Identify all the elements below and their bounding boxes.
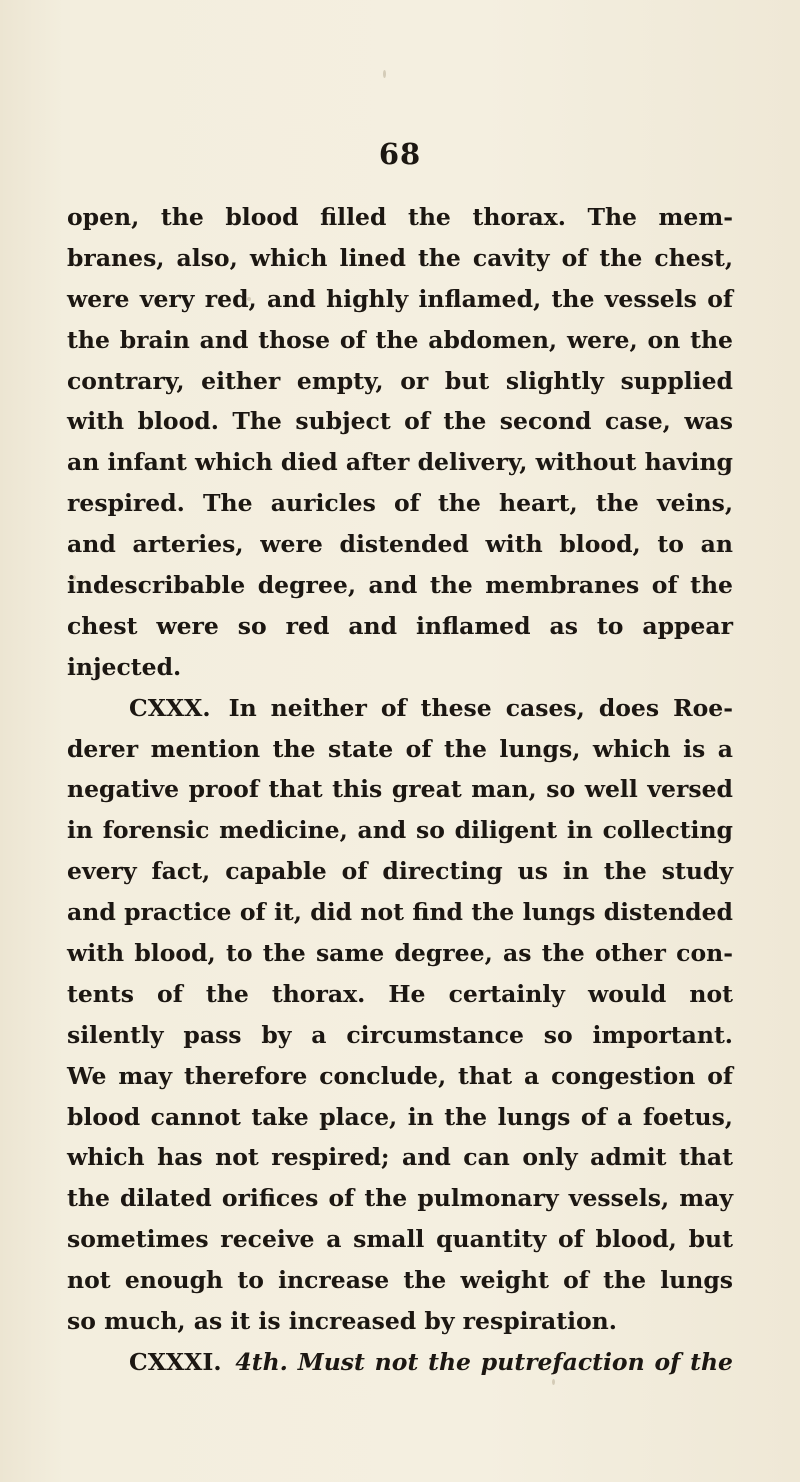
section-130-first-line [67,688,733,729]
text-line: silently pass by a circumstance so important. [67,1020,733,1049]
text-line: negative proof that this great man, so well versed [67,775,733,804]
text-line: sometimes receive a small quantity of blood, but [67,1225,733,1254]
text-line: derer mention the state of the lungs, which is a [67,734,733,763]
text-line: We may therefore conclude, that a congestion of [67,1061,733,1090]
page-number: 68 [378,137,422,171]
section-131-heading [67,1342,733,1383]
text-line: branes, also, which lined the cavity of the chest, [67,243,733,272]
text-line: every fact, capable of directing us in the study [67,857,733,886]
section-ordinal: 4th. [235,1347,288,1376]
text-line: the brain and those of the abdomen, were, on the [67,325,733,354]
text-line: open, the blood filled the thorax. The mem- [67,203,733,231]
text-line: which has not respired; and can only admit that [67,1143,733,1172]
text-line: contrary, either empty, or but slightly supplied [67,366,733,395]
section-number: CXXX. [129,693,211,722]
text-line: blood cannot take place, in the lungs of a foetus, [67,1102,733,1131]
text-line: indescribable degree, and the membranes of the [67,571,733,600]
text-line: so much, as it is increased by respiration. [67,1307,617,1336]
text-line: with blood, to the same degree, as the other con- [67,939,733,968]
text-line: not enough to increase the weight of the lungs [67,1266,733,1295]
body-text [67,197,733,1383]
text-line: chest were so red and inflamed as to appear [67,611,733,640]
section-heading-text: Must not the putrefaction of the [297,1347,733,1376]
text-line: an infant which died after delivery, without having [67,448,733,477]
text-line: tents of the thorax. He certainly would not [67,979,733,1008]
text-line: the dilated orifices of the pulmonary vessels, may [67,1184,733,1213]
text-line: respired. The auricles of the heart, the veins, [67,489,733,518]
text-line: and arteries, were distended with blood, to an [67,530,733,559]
paper-speck [383,70,386,78]
text-line: and practice of it, did not find the lungs distended [67,898,733,927]
text-line: with blood. The subject of the second case, was [67,407,733,436]
text-run: In neither of these cases, does Roe- [228,693,734,722]
text-line: in forensic medicine, and so diligent in collecting [67,816,733,845]
text-line: were very red, and highly inflamed, the vessels of [67,284,733,313]
text-line: injected. [67,652,182,681]
section-number: CXXXI. [129,1347,222,1376]
